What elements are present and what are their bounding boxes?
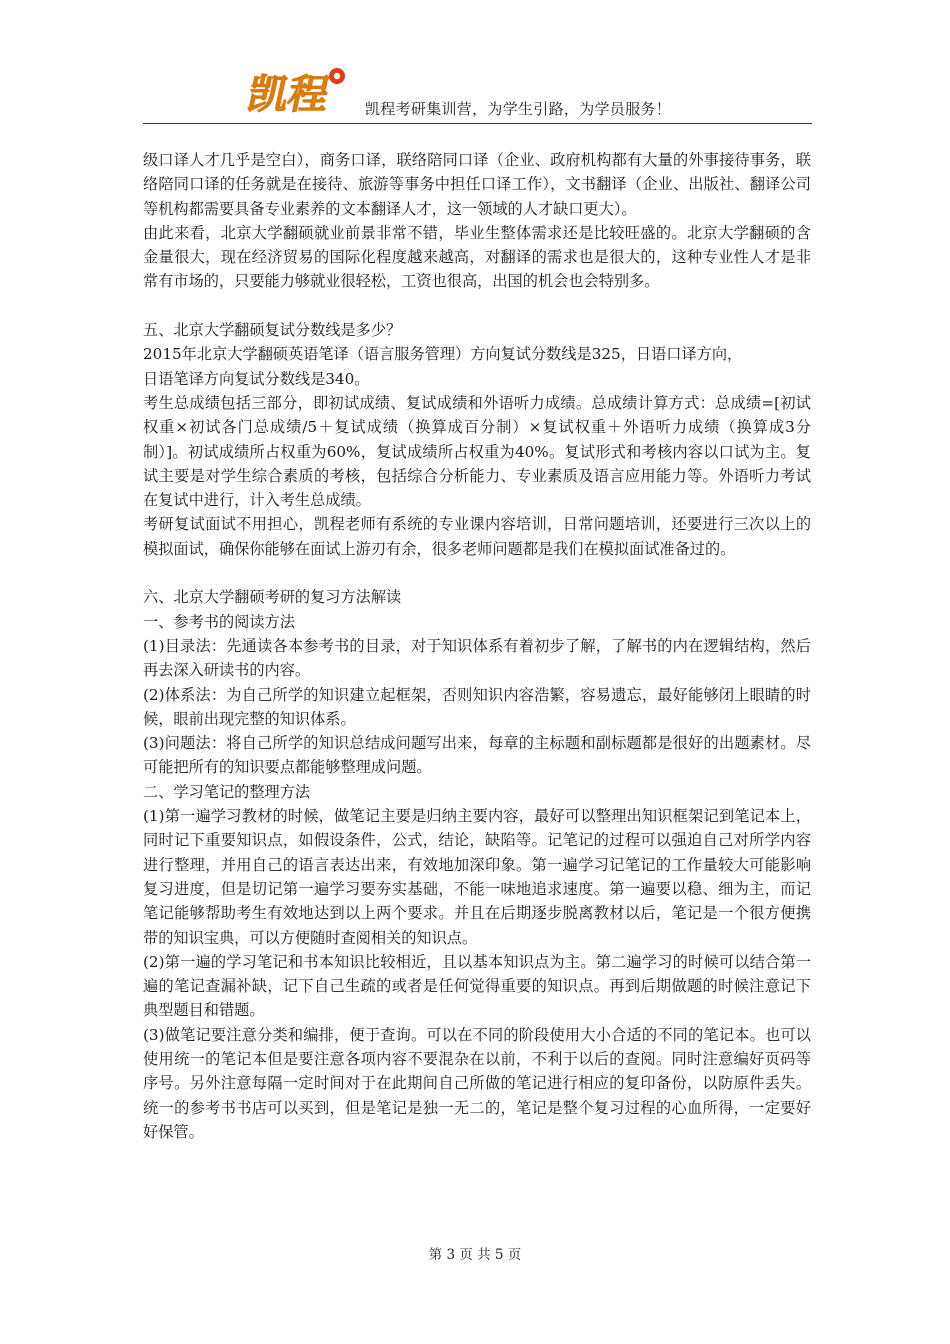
header-divider [143,123,812,124]
paragraph: (2)第一遍的学习笔记和书本知识比较相近，且以基本知识点为主。第二遍学习的时候可以结合第一遍的笔记查漏补缺，记下自己生疏的或者是任何觉得重要的知识点。再到后期做题的时候注意记下典型题目和错题。 [143,952,811,1020]
section-heading: 六、北京大学翻硕考研的复习方法解读 [143,588,402,607]
paragraph: (2)体系法：为自己所学的知识建立起框架，否则知识内容浩繁，容易遗忘，最好能够闭上眼睛的时候，眼前出现完整的知识体系。 [143,685,811,728]
subsection-heading: 二、学习笔记的整理方法 [143,782,311,801]
page-number: 第 3 页 共 5 页 [428,1247,522,1263]
blank-line [143,294,811,318]
paragraph: (3)做笔记要注意分类和编排，便于查询。可以在不同的阶段使用大小合适的不同的笔记本。也可以使用统一的笔记本但是要注意各项内容不要混杂在以前，不利于以后的查阅。同时注意编好页码等序号。另外注意每隔一定时间对于在此期间自己所做的笔记进行相应的复印备份，以防原件丢失。统一的参考书书店可以买到，但是笔记是独一无二的，笔记是整个复习过程的心血所得，一定要好好保管。 [143,1025,811,1141]
paragraph: (1)目录法：先通读各本参考书的目录，对于知识体系有着初步了解，了解书的内在逻辑结构，然后再去深入研读书的内容。 [143,636,811,680]
logo-text: 凯程 [243,70,334,118]
header-slogan: 凯程考研集训营，为学生引路，为学员服务！ [365,100,672,118]
page-header [143,62,812,124]
paragraph: 考研复试面试不用担心，凯程老师有系统的专业课内容培训，日常问题培训，还要进行三次以上的模拟面试，确保你能够在面试上游刃有余，很多老师问题都是我们在模拟面试准备过的。 [143,515,811,558]
paragraph: 考生总成绩包括三部分，即初试成绩、复试成绩和外语听力成绩。总成绩计算方式：总成绩=[初试权重×初试各门总成绩/5＋复试成绩（换算成百分制）×复试权重＋外语听力成绩（换算成3分制）]。初试成绩所占权重为60%，复试成绩所占权重为40%。复试形式和考核内容以口试为主。复试主要是对学生综合素质的考核，包括综合分析能力、专业素质及语言应用能力等。外语听力考试在复试中进行，计入考生总成绩。 [143,393,811,510]
paragraph: (1)第一遍学习教材的时候，做笔记主要是归纳主要内容，最好可以整理出知识框架记到笔记本上，同时记下重要知识点，如假设条件，公式，结论，缺陷等。记笔记的过程可以强迫自己对所学内容进行整理，并用自己的语言表达出来，有效地加深印象。第一遍学习记笔记的工作量较大可能影响复习进度，但是切记第一遍学习要夯实基础，不能一味地追求速度。第一遍要以稳、细为主，而记笔记能够帮助考生有效地达到以上两个要求。并且在后期逐步脱离教材以后，笔记是一个很方便携带的知识宝典，可以方便随时查阅相关的知识点。 [143,807,811,947]
section-heading: 五、北京大学翻硕复试分数线是多少？ [143,321,402,340]
paragraph: 2015年北京大学翻硕英语笔译（语言服务管理）方向复试分数线是325，日语口译方向， [143,345,743,364]
document-body [143,148,811,1144]
paragraph: 日语笔译方向复试分数线是340。 [143,369,370,388]
paragraph: 级口译人才几乎是空白），商务口译，联络陪同口译（企业、政府机构都有大量的外事接待事务，联络陪同口译的任务就是在接待、旅游等事务中担任口译工作），文书翻译（企业、出版社、翻译公司等机构都需要具备专业素养的文本翻译人才，这一领域的人才缺口更大）。 [143,151,811,218]
kaicheng-logo [243,64,348,118]
blank-line [143,561,811,585]
paragraph: (3)问题法：将自己所学的知识总结成问题写出来，每章的主标题和副标题都是很好的出题素材。尽可能把所有的知识要点都能够整理成问题。 [143,734,811,777]
paragraph: 由此来看，北京大学翻硕就业前景非常不错，毕业生整体需求还是比较旺盛的。北京大学翻硕的含金量很大，现在经济贸易的国际化程度越来越高，对翻译的需求也是很大的，这种专业性人才是非常有市场的，只要能力够就业很轻松，工资也很高，出国的机会也会特别多。 [143,223,811,291]
subsection-heading: 一、参考书的阅读方法 [143,612,295,631]
